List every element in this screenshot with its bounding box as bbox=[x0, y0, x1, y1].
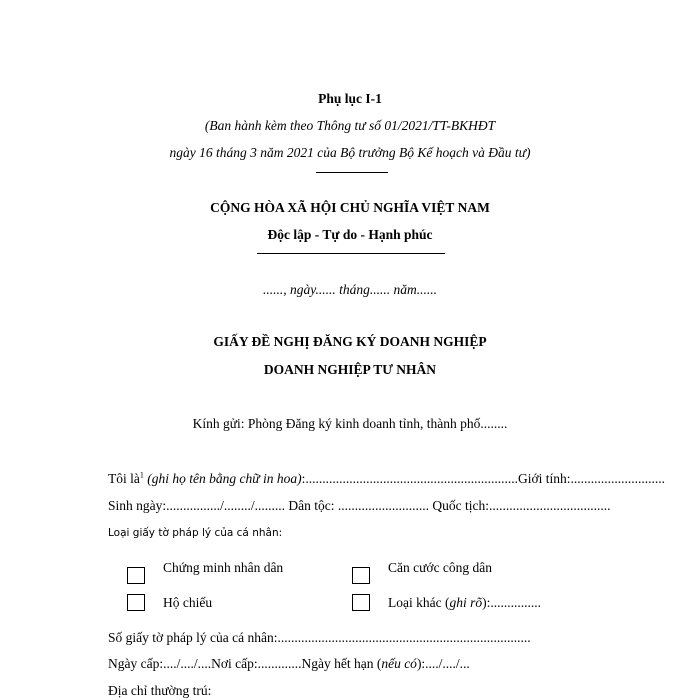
header-divider bbox=[316, 172, 388, 173]
id-card-checkbox[interactable] bbox=[127, 567, 145, 584]
dob-ethnicity-nationality-field: Sinh ngày:................/......../......... Dân tộc: ........................... Quốc tịch:.................................... bbox=[108, 498, 611, 513]
passport-checkbox[interactable] bbox=[127, 594, 145, 611]
footnote-marker: 1 bbox=[139, 470, 144, 480]
issued-note-line2: ngày 16 tháng 3 năm 2021 của Bộ trưởng Bộ Kế hoạch và Đầu tư) bbox=[169, 145, 531, 160]
full-name-field bbox=[108, 471, 665, 487]
name-prefix: Tôi là bbox=[108, 471, 140, 486]
other-suffix: ):............... bbox=[482, 595, 541, 610]
issue-prefix: Ngày cấp:..../..../....Nơi cấp:.............Ngày hết hạn ( bbox=[108, 656, 382, 671]
citizen-card-label: Căn cước công dân bbox=[388, 560, 493, 575]
other-document-checkbox[interactable] bbox=[352, 594, 370, 611]
motto-underline bbox=[257, 253, 445, 254]
issue-date-place-field bbox=[108, 656, 470, 672]
recipient-line: Kính gửi: Phòng Đăng ký kinh doanh tỉnh, thành phố........ bbox=[192, 416, 508, 431]
permanent-address-field: Địa chỉ thường trú: bbox=[108, 683, 212, 698]
other-hint: ghi rõ bbox=[449, 595, 483, 610]
country-name: CỘNG HÒA XÃ HỘI CHỦ NGHĨA VIỆT NAM bbox=[210, 200, 490, 215]
document-subtitle: DOANH NGHIỆP TƯ NHÂN bbox=[263, 362, 437, 377]
national-motto: Độc lập - Tự do - Hạnh phúc bbox=[267, 227, 433, 242]
appendix-label: Phụ lục I-1 bbox=[318, 91, 382, 106]
citizen-card-checkbox[interactable] bbox=[352, 567, 370, 584]
id-type-label: Loại giấy tờ pháp lý của cá nhân: bbox=[108, 527, 283, 539]
name-hint: (ghi họ tên bằng chữ in hoa) bbox=[143, 471, 302, 486]
id-number-field: Số giấy tờ pháp lý của cá nhân:........................................................................... bbox=[108, 630, 531, 645]
name-rest: :...............................................................Giới tính:............................ bbox=[301, 471, 665, 486]
date-line: ......, ngày...... tháng...... năm...... bbox=[263, 282, 437, 297]
issue-suffix: ):..../..../... bbox=[416, 656, 470, 671]
passport-label: Hộ chiếu bbox=[163, 595, 213, 610]
issue-hint: nếu có bbox=[381, 656, 417, 671]
other-prefix: Loại khác ( bbox=[388, 595, 450, 610]
other-document-label bbox=[388, 595, 541, 611]
document-title: GIẤY ĐỀ NGHỊ ĐĂNG KÝ DOANH NGHIỆP bbox=[213, 334, 487, 349]
id-card-label: Chứng minh nhân dân bbox=[163, 560, 284, 575]
issued-note-line1: (Ban hành kèm theo Thông tư số 01/2021/TT-BKHĐT bbox=[204, 118, 496, 133]
